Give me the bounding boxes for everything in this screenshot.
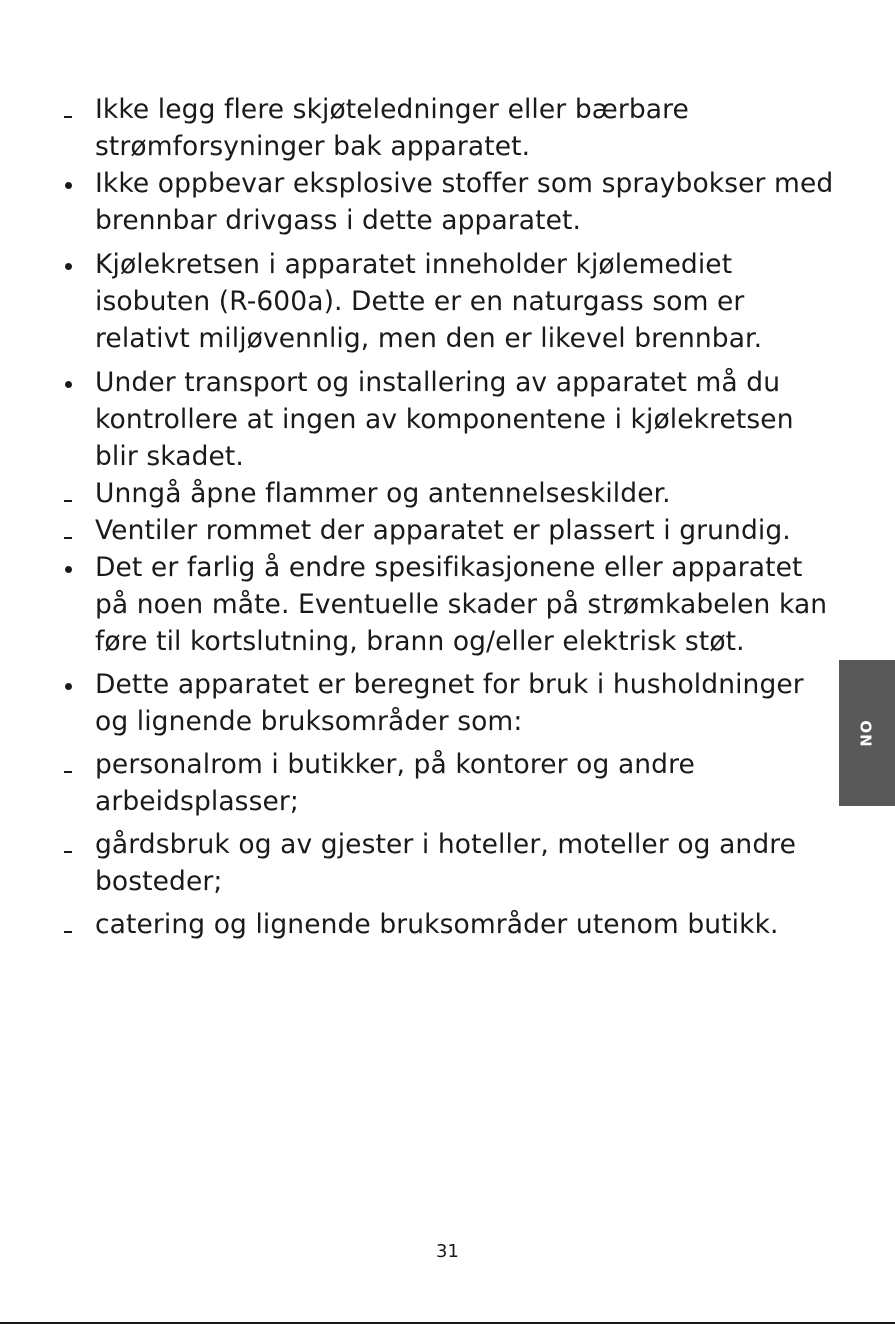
list-item [0,826,840,900]
list-item-text: Unngå åpne flammer og antennelseskilder. [95,478,671,509]
list-item-text: Under transport og installering av apparatet må du kontrollere at ingen av komponentene i kjølekretsen blir skadet. [95,367,794,472]
list-item [0,246,840,357]
list-item-text: personalrom i butikker, på kontorer og andre arbeidsplasser; [95,749,695,817]
list-item-text: Ikke legg flere skjøteledninger eller bærbare strømforsyninger bak apparatet. [95,94,689,162]
list-item [0,364,840,475]
list-item [0,91,840,165]
list-item [0,475,840,512]
list-item [0,549,840,660]
list-item [0,165,840,239]
list-item [0,906,840,943]
page-number: 31 [436,1241,459,1262]
list-item-text: Dette apparatet er beregnet for bruk i husholdninger og lignende bruksområder som: [95,669,804,737]
list-item-text: Kjølekretsen i apparatet inneholder kjølemediet isobuten (R-600a). Dette er en naturgass som er relativt miljøvennlig, men den er likevel brennbar. [95,249,763,354]
language-tab-label: NO [858,719,876,747]
list-item [0,512,840,549]
list-item-text: catering og lignende bruksområder utenom butikk. [95,909,779,940]
list-item-text: Det er farlig å endre spesifikasjonene eller apparatet på noen måte. Eventuelle skader på strømkabelen kan føre til kortslutning, brann og/eller elektrisk støt. [95,552,828,657]
list-item-text: gårdsbruk og av gjester i hoteller, moteller og andre bosteder; [95,829,797,897]
list-item-text: Ikke oppbevar eksplosive stoffer som spraybokser med brennbar drivgass i dette apparatet. [95,168,834,236]
document-body [0,91,840,943]
list-item-text: Ventiler rommet der apparatet er plassert i grundig. [95,515,791,546]
language-tab [839,660,895,806]
list-item [0,746,840,820]
list-item [0,666,840,740]
